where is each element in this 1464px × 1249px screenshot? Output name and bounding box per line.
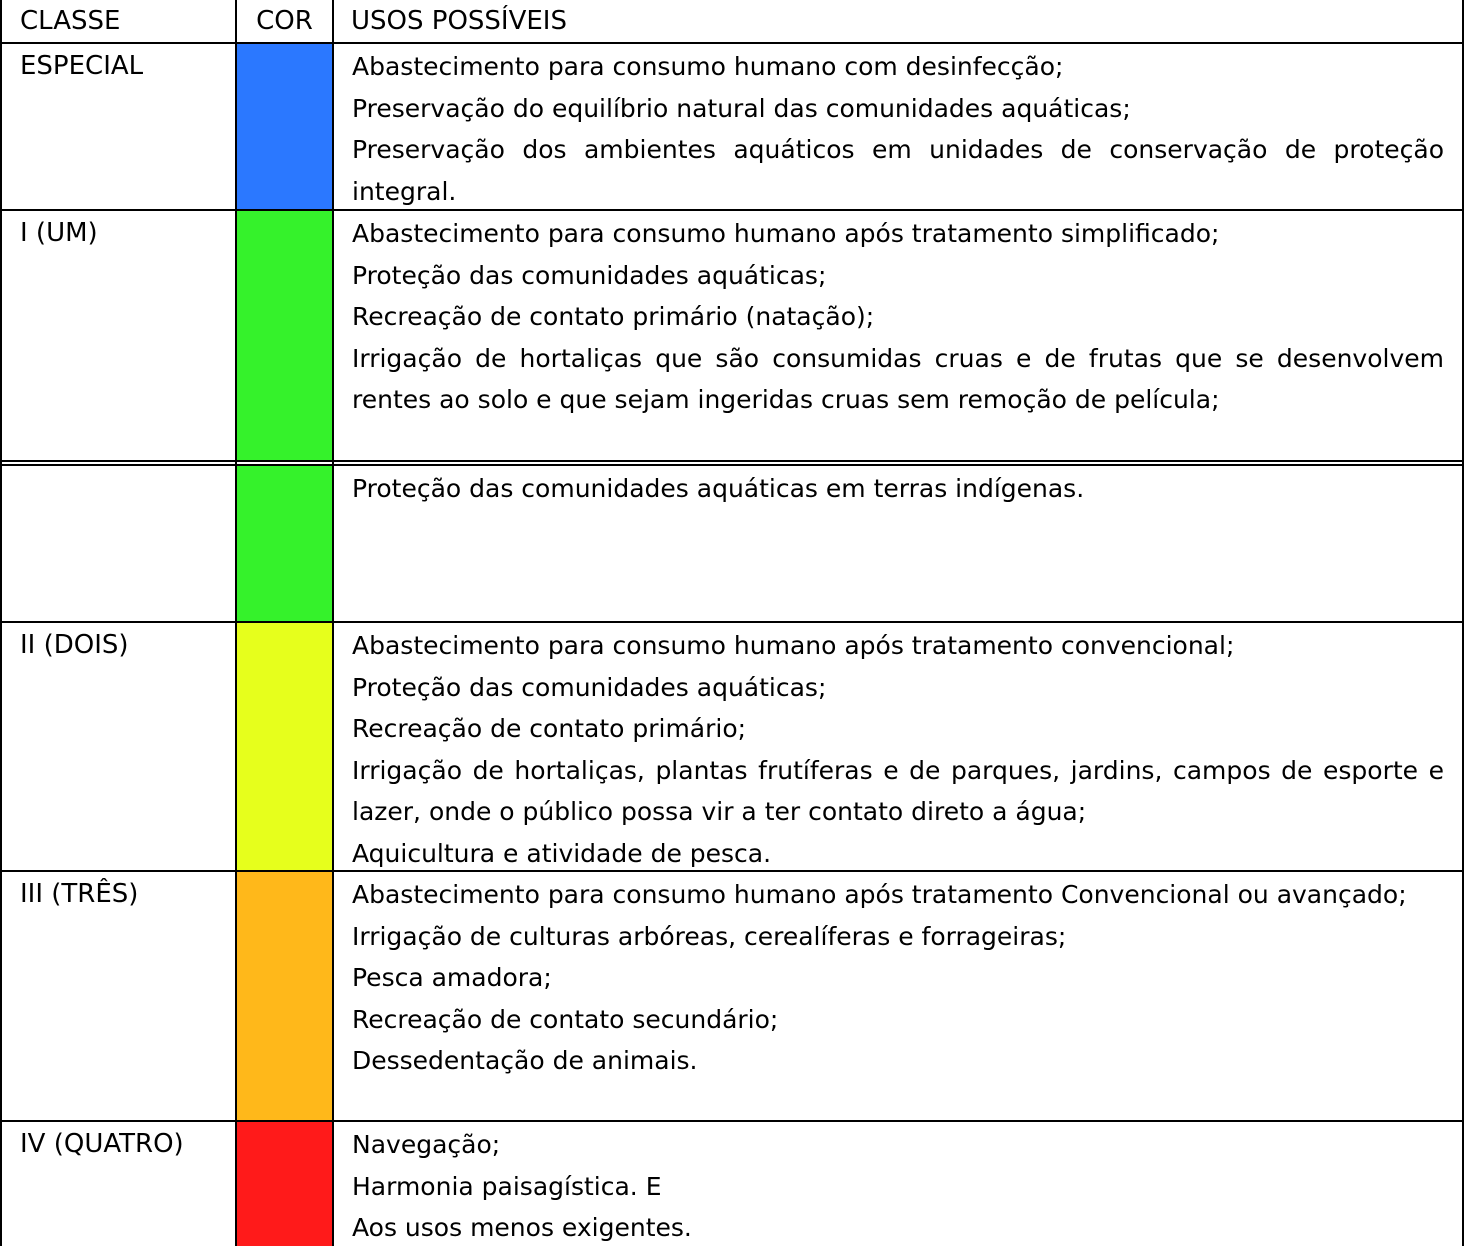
table-header xyxy=(2,0,1462,44)
use-item: Preservação do equilíbrio natural das comunidades aquáticas; xyxy=(352,93,1131,123)
table-row-quatro xyxy=(2,1122,1462,1246)
color-swatch xyxy=(237,872,332,1120)
use-item: Recreação de contato primário; xyxy=(352,714,747,743)
use-item: Pesca amadora; xyxy=(352,963,552,992)
table-row-tres xyxy=(2,872,1462,1122)
uses-list xyxy=(352,213,1444,421)
header-classe: CLASSE xyxy=(20,6,121,36)
header-cor: COR xyxy=(256,6,313,36)
use-item: Aos usos menos exigentes. xyxy=(352,1213,692,1242)
class-label: III (TRÊS) xyxy=(20,879,139,909)
table-row-especial xyxy=(2,44,1462,211)
table-row-um xyxy=(2,211,1462,466)
use-item: Abastecimento para consumo humano após tratamento simplificado; xyxy=(352,219,1220,248)
use-item: Abastecimento para consumo humano com desinfecção; xyxy=(352,52,1064,81)
uses-list xyxy=(352,1124,1444,1249)
use-item: Irrigação de culturas arbóreas, cerealíferas e forrageiras; xyxy=(352,921,1067,951)
use-item: Navegação; xyxy=(352,1130,501,1159)
class-label: ESPECIAL xyxy=(20,51,144,81)
column-divider xyxy=(235,0,237,1246)
header-usos: USOS POSSÍVEIS xyxy=(351,6,567,36)
color-swatch xyxy=(237,211,332,460)
use-item: Proteção das comunidades aquáticas em terras indígenas. xyxy=(352,474,1085,503)
use-item: Abastecimento para consumo humano após tratamento Convencional ou avançado; xyxy=(352,880,1407,909)
table-row-um-continued xyxy=(2,466,1462,623)
uses-list xyxy=(352,46,1444,212)
column-divider xyxy=(332,0,334,1246)
use-item: Irrigação de hortaliças que são consumidas cruas e de frutas que se desenvolvem rentes ao solo e que sejam ingeridas cruas sem remoção de película; xyxy=(352,343,1444,414)
color-swatch xyxy=(237,1122,332,1246)
use-item: Irrigação de hortaliças, plantas frutíferas e de parques, jardins, campos de esporte e lazer, onde o público possa vir a ter contato direto a água; xyxy=(352,755,1444,826)
use-item: Preservação dos ambientes aquáticos em unidades de conservação de proteção integral. xyxy=(352,135,1444,206)
uses-list xyxy=(352,625,1444,874)
uses-list xyxy=(352,874,1444,1082)
use-item: Recreação de contato primário (natação); xyxy=(352,302,875,331)
use-item: Dessedentação de animais. xyxy=(352,1046,698,1075)
color-swatch xyxy=(237,44,332,209)
uses-list xyxy=(352,468,1444,510)
use-item: Harmonia paisagística. E xyxy=(352,1171,662,1201)
class-label: II (DOIS) xyxy=(20,630,129,660)
class-label: I (UM) xyxy=(20,218,98,248)
color-swatch xyxy=(237,623,332,870)
use-item: Proteção das comunidades aquáticas; xyxy=(352,672,827,702)
use-item: Proteção das comunidades aquáticas; xyxy=(352,260,827,290)
class-label: IV (QUATRO) xyxy=(20,1129,184,1159)
use-item: Abastecimento para consumo humano após tratamento convencional; xyxy=(352,631,1235,660)
color-swatch xyxy=(237,466,332,621)
use-item: Recreação de contato secundário; xyxy=(352,1004,779,1034)
use-item: Aquicultura e atividade de pesca. xyxy=(352,838,772,868)
table-row-dois xyxy=(2,623,1462,872)
